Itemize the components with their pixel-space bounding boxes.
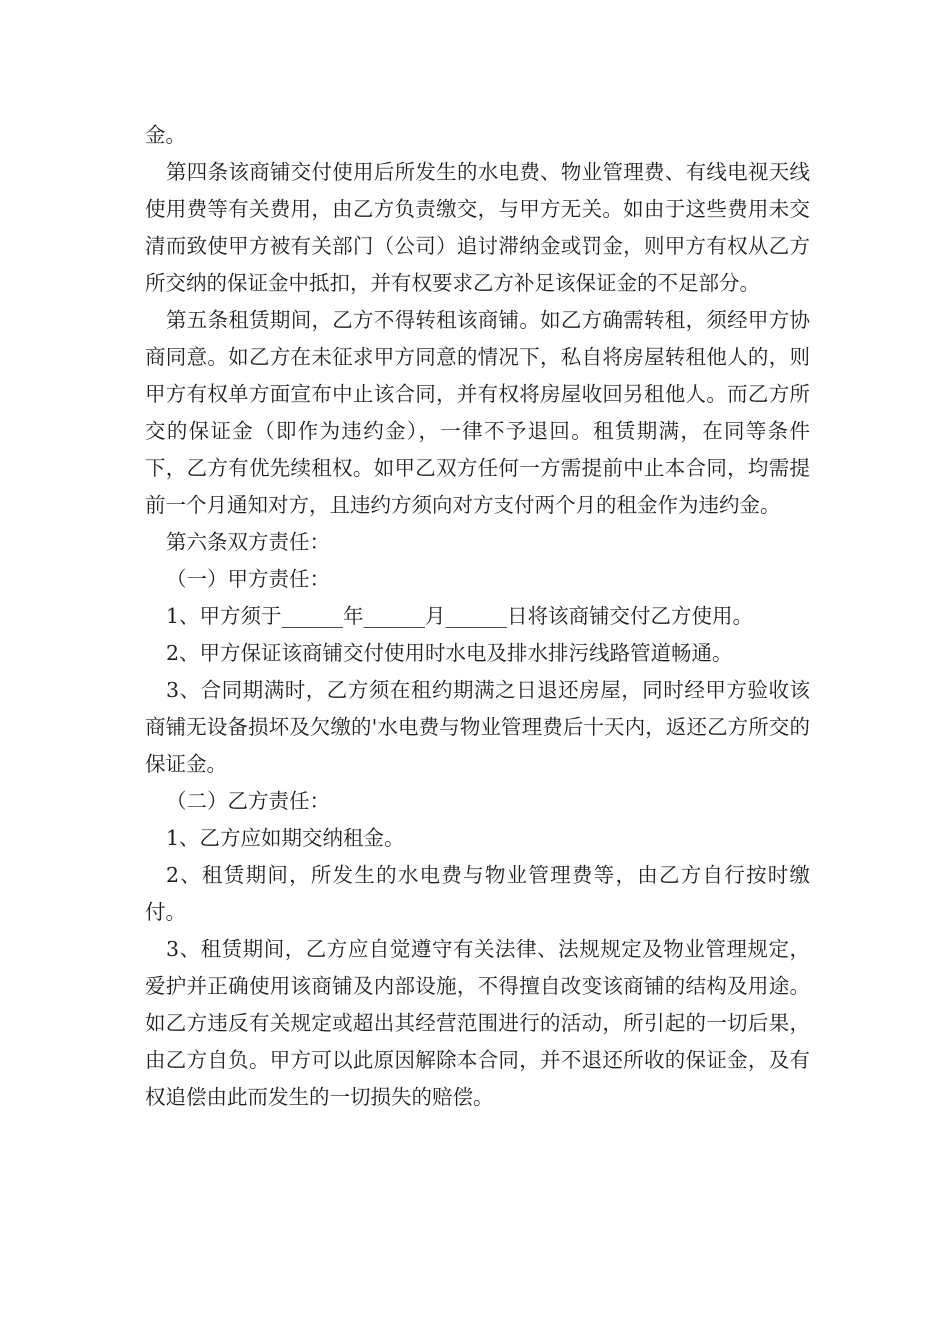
- document-body: [145, 117, 810, 1116]
- paragraph-party-a-heading: （一）甲方责任：: [166, 567, 330, 591]
- paragraph-article-6-heading: 第六条双方责任：: [166, 530, 330, 554]
- paragraph-party-a-item-1: 1、甲方须于______年______月______日将该商铺交付乙方使用。: [166, 604, 754, 628]
- paragraph-party-a-item-3: 3、合同期满时，乙方须在租约期满之日退还房屋，同时经甲方验收该商铺无设备损坏及欠缴的'水电费与物业管理费后十天内，返还乙方所交的保证金。: [145, 678, 810, 776]
- paragraph-article-4: 第四条该商铺交付使用后所发生的水电费、物业管理费、有线电视天线使用费等有关费用，由乙方负责缴交，与甲方无关。如由于这些费用未交清而致使甲方被有关部门（公司）追讨滞纳金或罚金，则甲方有权从乙方所交纳的保证金中抵扣，并有权要求乙方补足该保证金的不足部分。: [145, 160, 810, 295]
- paragraph-party-b-item-3: 3、租赁期间，乙方应自觉遵守有关法律、法规规定及物业管理规定，爱护并正确使用该商铺及内部设施，不得擅自改变该商铺的结构及用途。如乙方违反有关规定或超出其经营范围进行的活动，所引起的一切后果，由乙方自负。甲方可以此原因解除本合同，并不退还所收的保证金，及有权追偿由此而发生的一切损失的赔偿。: [145, 937, 810, 1109]
- paragraph-party-b-item-2: 2、租赁期间，所发生的水电费与物业管理费等，由乙方自行按时缴付。: [145, 863, 810, 924]
- paragraph-party-a-item-2: 2、甲方保证该商铺交付使用时水电及排水排污线路管道畅通。: [166, 641, 733, 665]
- paragraph-article-5: 第五条租赁期间，乙方不得转租该商铺。如乙方确需转租，须经甲方协商同意。如乙方在未征求甲方同意的情况下，私自将房屋转租他人的，则甲方有权单方面宣布中止该合同，并有权将房屋收回另租他人。而乙方所交的保证金（即作为违约金），一律不予退回。租赁期满，在同等条件下，乙方有优先续租权。如甲乙双方任何一方需提前中止本合同，均需提前一个月通知对方，且违约方须向对方支付两个月的租金作为违约金。: [145, 308, 810, 517]
- paragraph-party-b-heading: （二）乙方责任：: [166, 789, 330, 813]
- paragraph-continuation: 金。: [145, 123, 186, 147]
- paragraph-party-b-item-1: 1、乙方应如期交纳租金。: [166, 826, 405, 850]
